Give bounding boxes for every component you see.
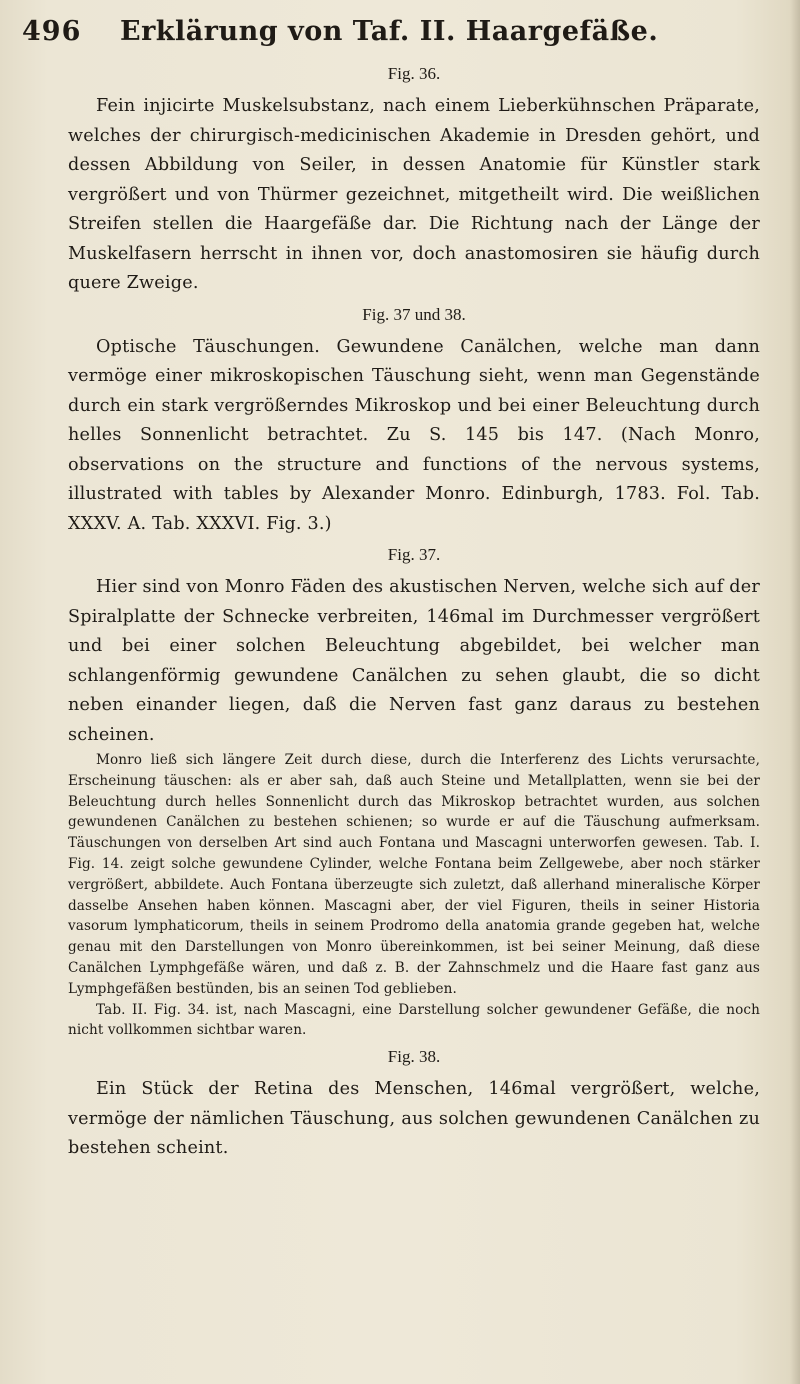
paragraph-fig-37-38: Optische Täuschungen. Gewundene Canälchen, welche man dann vermöge einer mikroskopischen Täuschung sieht, wenn man Gegenstände durch ein stark vergrößerndes Mikroskop und bei einer Beleuchtung durch helles Sonnenlicht betrachtet. Zu S. 145 bis 147. (Nach Monro, observations on the structure and functions of the nervous systems, illustrated with tables by Alexander Monro. Edinburgh, 1783. Fol. Tab. XXXV. A. Tab. XXXVI. Fig. 3.) <box>68 336 760 534</box>
footnote-paragraph-mascagni: Tab. II. Fig. 34. ist, nach Mascagni, eine Darstellung solcher gewundener Gefäße, die noch nicht vollkommen sichtbar waren. <box>68 1001 760 1039</box>
page-edge-shadow <box>790 0 800 1384</box>
section-heading-fig-37: Fig. 37. <box>387 545 441 564</box>
paragraph-fig-36: Fein injicirte Muskelsubstanz, nach einem Lieberkühnschen Präparate, welches der chirurgisch-medicinischen Akademie in Dresden gehört, und dessen Abbildung von Seiler, in dessen Anatomie für Künstler stark vergrößert und von Thürmer gezeichnet, mitgetheilt wird. Die weißlichen Streifen stellen die Haargefäße dar. Die Richtung nach der Länge der Muskelfasern herrscht in ihnen vor, doch anastomosiren sie häufig durch quere Zweige. <box>68 96 760 293</box>
page-number: 496 <box>22 16 82 47</box>
paragraph-fig-37: Hier sind von Monro Fäden des akustischen Nerven, welche sich auf der Spiralplatte der Schnecke verbreiten, 146mal im Durchmesser vergrößert und bei einer solchen Beleuchtung abgebildet, bei welcher man schlangenförmig gewundene Canälchen zu sehen glaubt, die so dicht neben einander liegen, daß die Nerven fast ganz daraus zu bestehen scheinen. <box>68 577 760 745</box>
section-heading-fig-38: Fig. 38. <box>387 1047 441 1067</box>
section-heading-fig-37-38: Fig. 37 und 38. <box>362 304 466 324</box>
section-heading-fig-36: Fig. 36. <box>387 64 441 83</box>
running-title: Erklärung von Taf. II. Haargefäße. <box>120 16 659 47</box>
page-header <box>22 16 782 56</box>
paragraph-fig-38: Ein Stück der Retina des Menschen, 146mal vergrößert, welche, vermöge der nämlichen Täuschung, aus solchen gewundenen Canälchen zu bestehen scheint. <box>68 1079 760 1159</box>
footnote-paragraph-monro: Monro ließ sich längere Zeit durch diese, durch die Interferenz des Lichts verursachte, Erscheinung täuschen: als er aber sah, daß auch Steine und Metallplatten, wenn sie bei der Beleuchtung durch helles Sonnenlicht durch das Mikroskop betrachtet wurden, aus solchen gewundenen Canälchen zu bestehen schienen; so wurde er auf die Täuschung aufmerksam. Täuschungen von derselben Art sind auch Fontana und Mascagni unterworfen gewesen. Tab. I. Fig. 14. zeigt solche gewundene Cylinder, welche Fontana beim Zellgewebe, aber noch stärker vergrößert, abbildete. Auch Fontana überzeugte sich zuletzt, daß allerhand mineralische Körper dasselbe Ansehen haben können. Mascagni aber, der viel Figuren, theils in seiner Historia vasorum lymphaticorum, theils in seinem Prodromo della anatomia grande gegeben hat, welche genau mit den Darstellungen von Monro übereinkommen, ist bei seiner Meinung, daß diese Canälchen Lymphgefäße wären, und daß z. B. der Zahnschmelz und die Haare fast ganz aus Lymphgefäßen bestünden, bis an seinen Tod geblieben. <box>68 752 760 997</box>
page-body <box>68 60 760 1164</box>
